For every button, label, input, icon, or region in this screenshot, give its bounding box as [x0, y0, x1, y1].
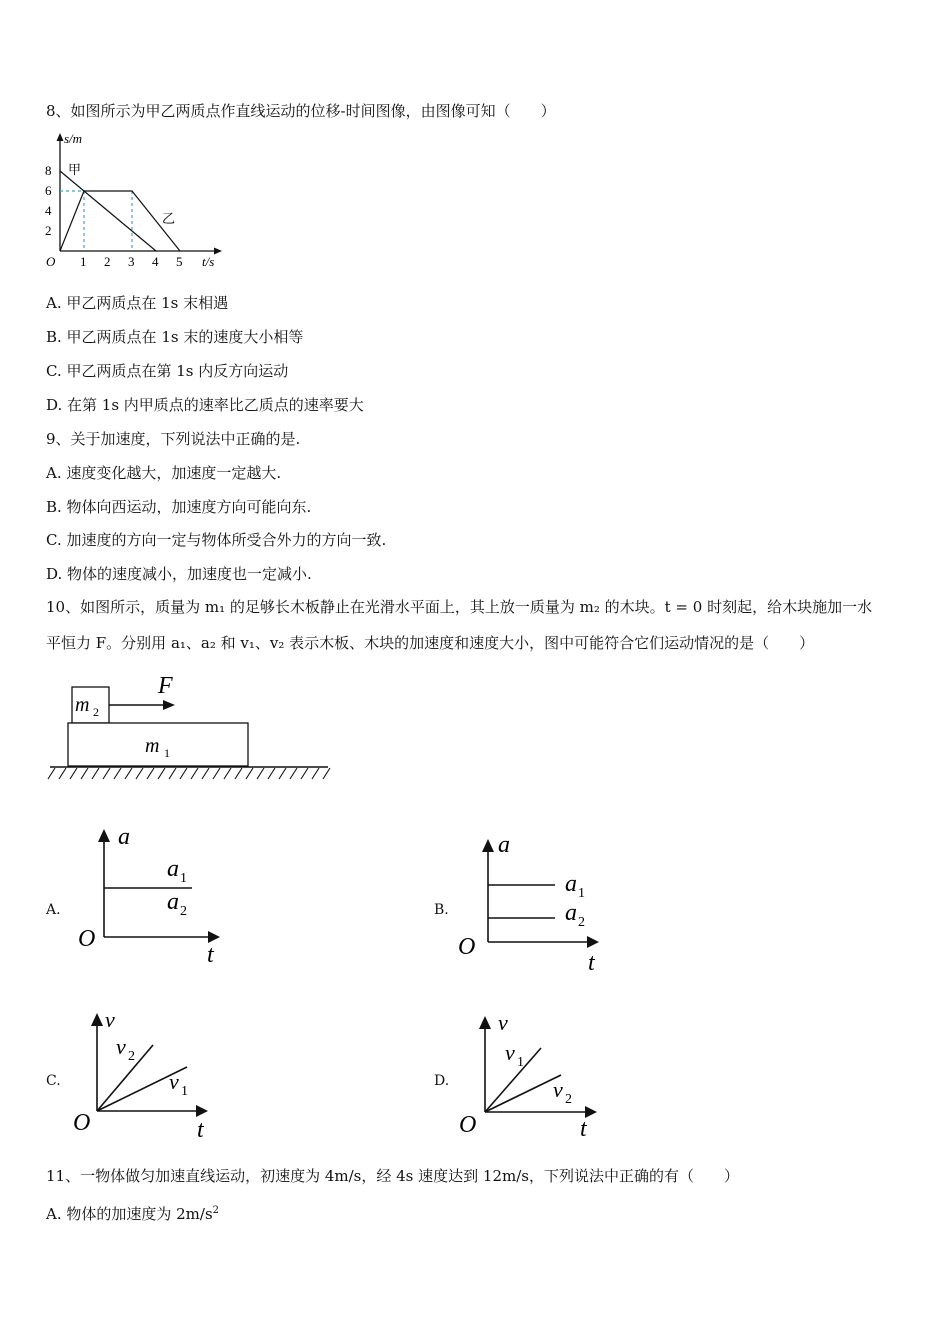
label-v1: v — [169, 1069, 179, 1094]
label-a2: a — [167, 889, 179, 915]
label-jia: 甲 — [68, 162, 82, 177]
y-axis-arrow — [57, 133, 64, 141]
x-axis-arrow — [214, 248, 222, 255]
label-v1: v — [505, 1040, 515, 1065]
label-a1-sub: 1 — [180, 871, 187, 886]
label-v2-sub: 2 — [128, 1049, 135, 1064]
q8-st-graph — [40, 128, 230, 273]
q8-option-b: B. 甲乙两质点在 1s 末的速度大小相等 — [46, 328, 304, 346]
force-arrowhead — [163, 700, 175, 710]
x-tick-4: 4 — [152, 254, 159, 269]
q8-option-c: C. 甲乙两质点在第 1s 内反方向运动 — [46, 362, 289, 380]
label-a1: a — [167, 856, 179, 882]
q8-option-a: A. 甲乙两质点在 1s 末相遇 — [46, 294, 229, 312]
q10-option-a-label: A. — [46, 902, 61, 918]
y-tick-6: 6 — [45, 183, 52, 198]
label-v2: v — [553, 1077, 563, 1102]
label-a1: a — [565, 871, 577, 897]
label-yi: 乙 — [162, 211, 176, 226]
q11-option-a — [46, 1201, 219, 1224]
q10-option-b-graph — [455, 830, 625, 980]
line-jia — [60, 171, 156, 251]
label-a2: a — [565, 900, 577, 926]
label-v1-sub: 1 — [517, 1055, 524, 1070]
q10-option-a-graph — [70, 820, 240, 970]
origin-label: O — [458, 934, 476, 960]
x-axis-label: t/s — [202, 254, 215, 269]
t-axis-label: t — [588, 950, 595, 976]
x-tick-2: 2 — [104, 254, 111, 269]
m2-label: m — [75, 694, 90, 716]
m1-subscript: 1 — [164, 746, 170, 760]
ground-hatching — [48, 768, 330, 779]
y-axis-label: v — [498, 1010, 508, 1035]
q11-option-a-text: A. 物体的加速度为 2m/s — [46, 1205, 213, 1223]
line-v2 — [485, 1075, 561, 1112]
q10-option-d-label: D. — [434, 1073, 450, 1089]
t-axis-label: t — [580, 1116, 587, 1142]
x-tick-1: 1 — [80, 254, 87, 269]
label-v2-sub: 2 — [565, 1092, 572, 1107]
q9-option-d: D. 物体的速度减小，加速度也一定减小. — [46, 565, 312, 583]
x-tick-5: 5 — [176, 254, 183, 269]
origin-label: O — [78, 926, 96, 952]
y-axis-label: s/m — [64, 131, 83, 146]
y-tick-8: 8 — [45, 163, 52, 178]
y-axis-label: a — [118, 824, 130, 850]
q9-option-a: A. 速度变化越大，加速度一定越大. — [46, 464, 282, 482]
q10-stem-line2: 平恒力 F。分别用 a₁、a₂ 和 v₁、v₂ 表示木板、木块的加速度和速度大小，图中可能符合它们运动情况的是（ ） — [46, 634, 815, 652]
label-v2: v — [116, 1034, 126, 1059]
q9-option-c: C. 加速度的方向一定与物体所受合外力的方向一致. — [46, 531, 387, 549]
label-a1-sub: 1 — [578, 886, 585, 901]
q9-stem: 9、关于加速度，下列说法中正确的是. — [46, 430, 301, 448]
q11-option-a-superscript: 2 — [212, 1205, 220, 1216]
origin-label: O — [46, 254, 56, 269]
q9-option-b: B. 物体向西运动，加速度方向可能向东. — [46, 498, 312, 516]
m2-subscript: 2 — [93, 705, 99, 719]
q10-block-diagram — [45, 665, 335, 785]
x-tick-3: 3 — [128, 254, 135, 269]
label-v1-sub: 1 — [181, 1084, 188, 1099]
q11-stem: 11、一物体做匀加速直线运动，初速度为 4m/s，经 4s 速度达到 12m/s，下列说法中正确的有（ ） — [46, 1167, 739, 1185]
m1-label: m — [145, 735, 160, 757]
y-axis-label: a — [498, 832, 510, 858]
q10-option-c-label: C. — [46, 1073, 61, 1089]
y-tick-2: 2 — [45, 223, 52, 238]
q8-option-d: D. 在第 1s 内甲质点的速率比乙质点的速率要大 — [46, 396, 364, 414]
y-axis-label: v — [105, 1007, 115, 1032]
origin-label: O — [459, 1112, 477, 1138]
q10-option-c-graph — [70, 1005, 230, 1145]
t-axis-label: t — [197, 1117, 204, 1143]
force-label: F — [158, 673, 173, 699]
q10-stem-line1: 10、如图所示，质量为 m₁ 的足够长木板静止在光滑水平面上，其上放一质量为 m₂ 的木块。t = 0 时刻起，给木块施加一水 — [46, 598, 873, 616]
label-a2-sub: 2 — [578, 915, 585, 930]
label-a2-sub: 2 — [180, 904, 187, 919]
q8-stem: 8、如图所示为甲乙两质点作直线运动的位移-时间图像，由图像可知（ ） — [46, 102, 556, 120]
t-axis-label: t — [207, 942, 214, 968]
y-tick-4: 4 — [45, 203, 52, 218]
q10-option-d-graph — [455, 1008, 615, 1148]
q10-option-b-label: B. — [434, 902, 449, 918]
origin-label: O — [73, 1110, 91, 1136]
